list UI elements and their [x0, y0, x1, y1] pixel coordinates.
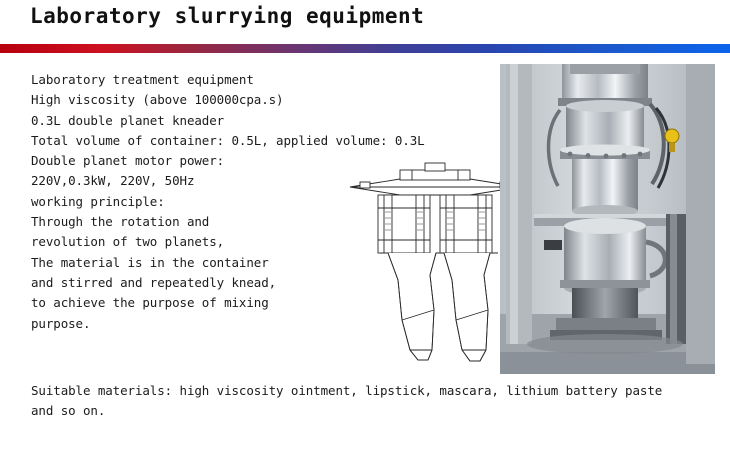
footer-line: Suitable materials: high viscosity ointment, lipstick, mascara, lithium battery paste	[31, 383, 663, 398]
footer-line: and so on.	[31, 403, 106, 419]
spec-line: High viscosity (above 100000cpa.s)	[31, 92, 284, 108]
specification-text	[31, 70, 425, 334]
suitable-materials-text	[31, 381, 701, 422]
spec-line: Through the rotation and	[31, 214, 210, 230]
spec-line: The material is in the container	[31, 254, 269, 270]
spec-line: working principle:	[31, 193, 165, 209]
spec-line: revolution of two planets,	[31, 234, 225, 250]
spec-line: Double planet motor power:	[31, 153, 225, 169]
spec-line: Total volume of container: 0.5L, applied volume: 0.3L	[31, 132, 425, 148]
spec-line: 220V,0.3kW, 220V, 50Hz	[31, 173, 195, 189]
spec-line: Laboratory treatment equipment	[31, 72, 254, 87]
spec-line: to achieve the purpose of mixing	[31, 295, 269, 311]
page-title: Laboratory slurrying equipment	[30, 4, 425, 28]
spec-line: and stirred and repeatedly knead,	[31, 274, 277, 290]
spec-line: purpose.	[31, 315, 91, 331]
product-photo	[500, 64, 715, 374]
spec-line: 0.3L double planet kneader	[31, 112, 225, 128]
header-divider	[0, 44, 730, 53]
